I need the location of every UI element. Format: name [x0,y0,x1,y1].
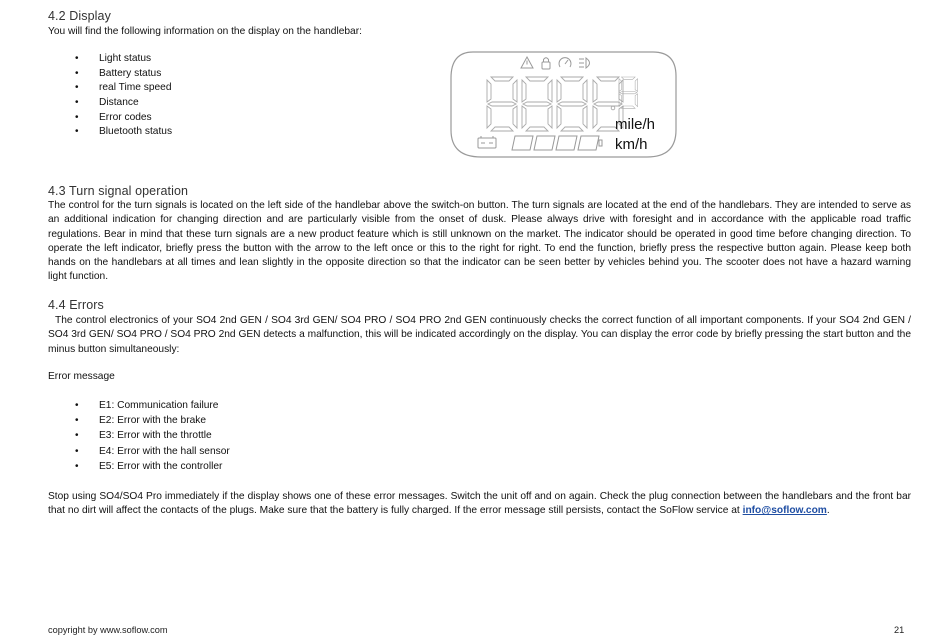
turn-signal-body: The control for the turn signals is located on the left side of the handlebar above the switch-on button. The turn signals are located at the end of the handlebars. They are intended to serve as an additional indication for changing direction and are particularly visible from the onset of dusk. Please always drive with foresight and in accordance with the applicable road traffic regulations. Bear in mind that these turn signals are a new product feature which is still unknown on the market. The indicator should be operated in good time before changing direction. To operate the left indicator, briefly press the button with the arrow to the left once or this to the right for right. To end the function, briefly press the respective button again. Please keep both hands on the handlebars at all times and lean slightly in the opposite direction so that the indicator can be seen better by vehicles behind you. The scooter does not have a hazard warning light function. [48,200,911,283]
errors-closing-text: Stop using SO4/SO4 Pro immediately if the display shows one of these error messages. Switch the unit off and on again. Check the plug connection between the handlebars and the front bar that no dirt will affect the contacts of the plugs. Make sure that the battery is fully charged. If the error message still persists, contact the SoFlow service at [48,491,911,517]
unit-kmh: km/h [615,136,648,153]
digit-segment [557,77,587,131]
closing-period: . [826,505,830,517]
list-item: • E4: Error with the hall sensor [48,444,348,459]
lock-icon [542,58,550,69]
battery-bar [578,136,599,150]
unit-mph: mile/h [615,116,656,133]
handlebar-display-figure [447,50,679,160]
decimal-point [611,106,615,110]
battery-icon [478,136,496,148]
battery-bar [556,136,577,150]
speedometer-icon [559,58,571,67]
display-info-list [48,52,348,140]
error-code-list [48,398,348,474]
list-item: • E5: Error with the controller [48,459,348,474]
list-item: • E1: Communication failure [48,398,348,413]
list-item: • Distance [48,96,348,111]
headlight-icon [579,58,590,68]
digit-segment [487,77,517,131]
list-item: • Bluetooth status [48,125,348,140]
errors-closing [48,490,911,519]
battery-bar [512,136,533,150]
error-list-title: Error message [48,371,115,382]
list-item: • E3: Error with the throttle [48,428,348,443]
list-item: • Error codes [48,111,348,126]
battery-tip [599,140,602,146]
warning-icon [521,57,533,68]
section-heading-errors: 4.4 Errors [48,298,104,312]
battery-level-bars [512,136,602,150]
display-intro: You will find the following information on the display on the handlebar: [48,26,362,37]
list-item: • Light status [48,52,348,67]
footer-copyright: copyright by www.soflow.com [48,625,168,635]
digit-segment [522,77,552,131]
list-item: • real Time speed [48,81,348,96]
list-item: • Battery status [48,67,348,82]
battery-bar [534,136,555,150]
support-email-link[interactable]: info@soflow.com [742,505,827,517]
list-item: • E2: Error with the brake [48,413,348,428]
errors-intro: The control electronics of your SO4 2nd GEN / SO4 3rd GEN/ SO4 PRO / SO4 PRO 2nd GEN continuously checks the correct function of all important components. If your SO4 2nd GEN / SO4 3rd GEN/ SO4 PRO / SO4 PRO 2nd GEN detects a malfunction, this will be indicated accordingly on the display. You can display the error code by briefly pressing the start button and the minus button simultaneously: [48,315,911,355]
section-heading-turn-signal: 4.3 Turn signal operation [48,184,189,198]
page-number: 21 [894,625,905,635]
section-heading-display: 4.2 Display [48,9,111,23]
